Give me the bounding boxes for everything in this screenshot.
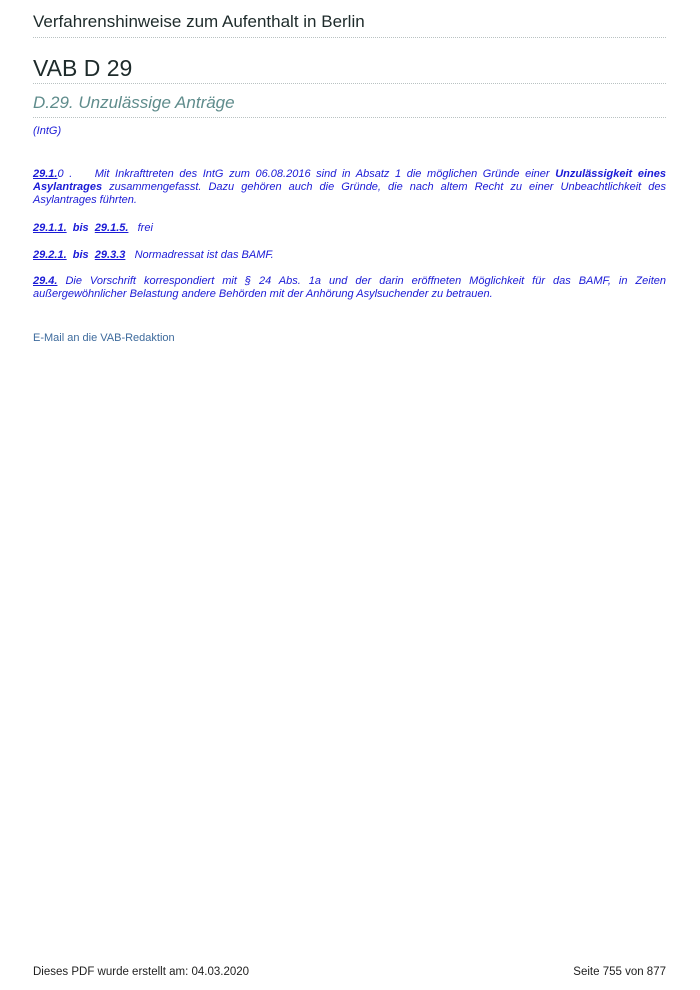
footer-created-date: Dieses PDF wurde erstellt am: 04.03.2020 xyxy=(33,966,250,978)
header-divider xyxy=(33,37,666,38)
paragraph-text: Normadressat ist das BAMF. xyxy=(134,249,274,261)
paragraph-text: Die Vorschrift korrespondiert mit § 24 Abs. 1a und der darin eröffneten Möglichkeit für das BAMF, in Zeiten außergewöhnlicher Belastung andere Behörden mit der Anhörung Asylsuchender zu betrauen. xyxy=(33,275,666,300)
paragraph-29-1 xyxy=(33,168,666,207)
emphasis-text: Unzulässigkeit eines Asylantrages xyxy=(33,168,666,193)
ref-link-29-3-3[interactable]: 29.3.3 xyxy=(94,249,126,261)
section-divider xyxy=(33,117,666,118)
section-title: D.29. Unzulässige Anträge xyxy=(33,93,235,112)
document-title: VAB D 29 xyxy=(33,55,133,81)
paragraph-29-4 xyxy=(33,275,666,301)
ref-link-29-1-5[interactable]: 29.1.5. xyxy=(94,222,129,234)
paragraph-text: Mit Inkrafttreten des IntG zum 06.08.2016 sind in Absatz 1 die möglichen Gründe einer xyxy=(94,168,556,180)
paragraph-29-1-1 xyxy=(33,222,666,235)
email-editorial-link[interactable]: E-Mail an die VAB-Redaktion xyxy=(33,332,175,344)
ref-link-29-1-1[interactable]: 29.1.1. xyxy=(33,222,67,234)
paragraph-29-2-1 xyxy=(33,249,666,262)
range-connector: bis xyxy=(72,222,89,234)
title-divider xyxy=(33,83,666,84)
range-connector: bis xyxy=(72,249,89,261)
ref-link-29-2-1[interactable]: 29.2.1. xyxy=(33,249,67,261)
ref-link-29-4[interactable]: 29.4. xyxy=(33,275,58,287)
source-reference: (IntG) xyxy=(33,125,62,137)
site-title: Verfahrenshinweise zum Aufenthalt in Berlin xyxy=(33,12,365,31)
ref-link-29-1[interactable]: 29.1. xyxy=(33,168,58,180)
paragraph-text: zusammengefasst. Dazu gehören auch die Gründe, die nach altem Recht zu einer Unbeachtlichkeit des Asylantrages führten. xyxy=(33,181,666,206)
paragraph-text: frei xyxy=(137,222,153,234)
ref-tail: 0 . xyxy=(57,168,73,180)
footer-page-number: Seite 755 von 877 xyxy=(573,966,666,978)
